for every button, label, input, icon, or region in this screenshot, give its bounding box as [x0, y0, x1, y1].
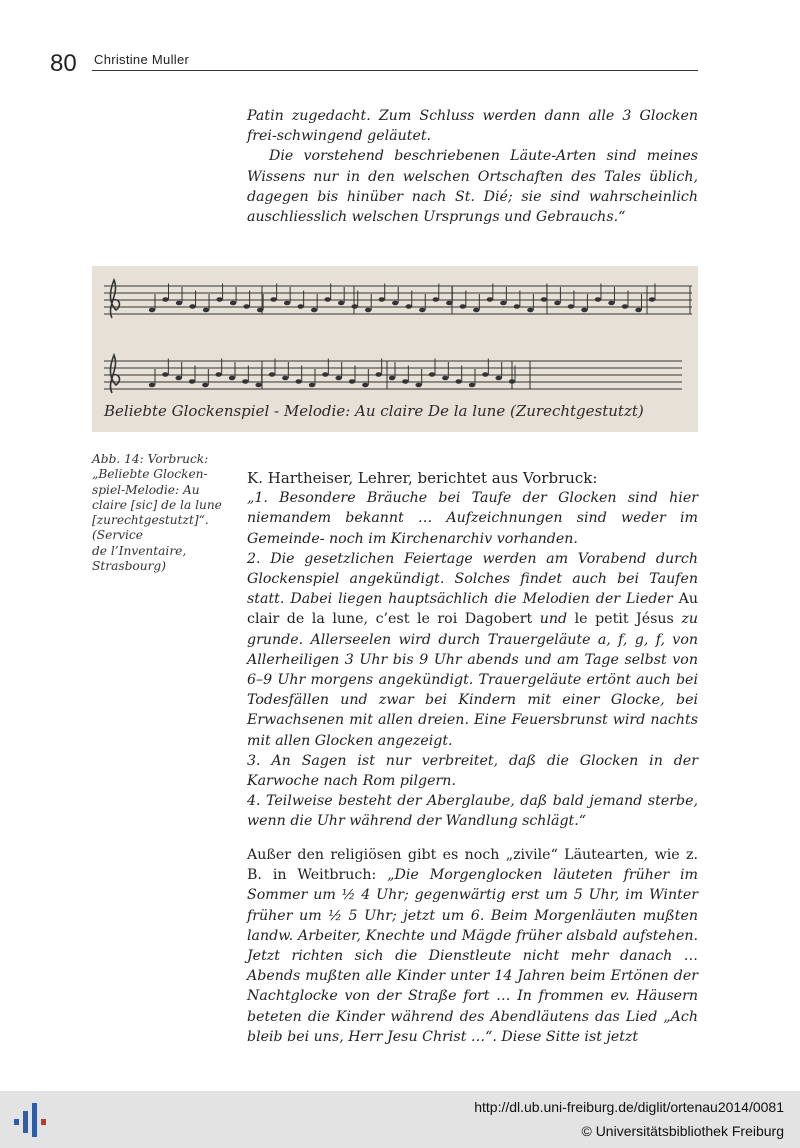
music-note [509, 379, 515, 384]
music-note [568, 304, 574, 309]
music-note [487, 297, 493, 302]
item-2-und: und [532, 611, 575, 628]
music-note [203, 308, 209, 313]
song-title-petit-jesus: le petit Jésus [574, 611, 674, 628]
music-note [242, 379, 248, 384]
music-note [282, 376, 288, 381]
music-note [338, 301, 344, 306]
music-note [189, 304, 195, 309]
top-paragraph-2: Die vorstehend beschriebenen Läute-Arten sind meines Wissens nur in den welschen Ortschaften des Tales üblich, dagegen bis hinüber nach St. Dié; sie sind wahrscheinlich auschliesslich welschen Ursprungs und Gebrauchs.“ [247, 148, 698, 226]
caption-line: „Beliebte Glocken- [92, 467, 208, 482]
footer-copyright: © Universitätsbibliothek Freiburg [581, 1123, 784, 1139]
music-note [216, 297, 222, 302]
music-note [162, 372, 168, 377]
music-note [189, 379, 195, 384]
music-note [349, 379, 355, 384]
music-note [375, 372, 381, 377]
music-note [419, 308, 425, 313]
song-title-au-clair: Au clair de la lune, c’est le roi Dagobert [247, 591, 698, 628]
music-note [460, 304, 466, 309]
music-note [324, 297, 330, 302]
music-note [527, 308, 533, 313]
music-note [295, 379, 301, 384]
music-note [554, 301, 560, 306]
music-note [362, 383, 368, 388]
figure-caption [92, 452, 222, 574]
music-note [379, 297, 385, 302]
caption-line: [zurechtgestutzt]“. [92, 513, 209, 528]
music-note [322, 372, 328, 377]
item-4: 4. Teilweise besteht der Aberglaube, daß bald jemand sterbe, wenn die Uhr während der Wandlung schlägt.“ [247, 793, 698, 830]
music-note [402, 379, 408, 384]
music-note [608, 301, 614, 306]
music-note [309, 383, 315, 388]
music-note [284, 301, 290, 306]
music-note [495, 376, 501, 381]
music-note [149, 308, 155, 313]
music-note [595, 297, 601, 302]
music-note [389, 376, 395, 381]
music-note [442, 376, 448, 381]
caption-line: spiel-Melodie: Au [92, 482, 200, 497]
music-note [473, 308, 479, 313]
music-note [149, 383, 155, 388]
item-3: 3. An Sagen ist nur verbreitet, daß die Glocken in der Karwoche nach Rom pilgern. [247, 752, 698, 790]
top-text-block [247, 106, 698, 227]
intro-line: K. Hartheiser, Lehrer, berichtet aus Vorbruck: [247, 469, 598, 487]
music-note [433, 297, 439, 302]
header-rule [92, 70, 698, 71]
music-note [429, 372, 435, 377]
caption-line: Abb. 14: Vorbruck: [92, 452, 209, 466]
music-note [469, 383, 475, 388]
item-2-text-b: zu grunde. Allerseelen wird durch Trauergeläute a, f, g, f, von Allerheiligen 3 Uhr bis 9 Uhr abends und am Tage selbst von 6–9 Uhr morgens angekündigt. Trauergeläute ertönt auch bei Todesfällen und zwar bei Kindern mit einer Glocke, bei Erwachsenen mit allen dreien. Eine Feuersbrunst wird nachts mit allen Glocken angezeigt. [247, 611, 698, 749]
music-note [162, 297, 168, 302]
music-note [622, 304, 628, 309]
music-note [500, 301, 506, 306]
music-note [581, 308, 587, 313]
item-2-text-a: 2. Die gesetzlichen Feiertage werden am Vorabend durch Glockenspiel angekündigt. Solches findet auch bei Taufen statt. Dabei liegen hauptsächlich die Melodien der Lieder [247, 550, 698, 608]
music-note [352, 304, 358, 309]
page-number: 80 [50, 50, 77, 77]
item-1: „1. Besondere Bräuche bei Taufe der Glocken sind hier niemandem bekannt … Aufzeichnungen sind weder im Gemeinde- noch im Kirchenarchiv vorhanden. [247, 490, 698, 547]
music-note [365, 308, 371, 313]
music-note [335, 376, 341, 381]
caption-line: (Service [92, 528, 143, 543]
music-note [257, 308, 263, 313]
music-note [649, 297, 655, 302]
music-note [482, 372, 488, 377]
caption-line: claire [sic] de la lune [92, 497, 222, 512]
music-note [415, 383, 421, 388]
music-note [175, 376, 181, 381]
music-note [269, 372, 275, 377]
music-note [176, 301, 182, 306]
caption-line: Strasbourg) [92, 559, 166, 574]
music-note [202, 383, 208, 388]
running-head-author: Christine Muller [94, 52, 190, 67]
library-logo-icon [10, 1099, 52, 1141]
music-note [215, 372, 221, 377]
music-note [297, 304, 303, 309]
music-note [229, 376, 235, 381]
item-2 [247, 549, 698, 751]
music-note [446, 301, 452, 306]
music-note [270, 297, 276, 302]
music-note [311, 308, 317, 313]
music-score-image [92, 266, 698, 432]
music-handwriting: Beliebte Glockenspiel - Melodie: Au claire De la lune (Zurechtgestutzt) [104, 402, 644, 420]
music-note [455, 379, 461, 384]
music-note [392, 301, 398, 306]
music-notation-drawing [92, 266, 698, 432]
music-note [230, 301, 236, 306]
caption-line: de l’Inventaire, [92, 543, 187, 558]
music-note [635, 308, 641, 313]
music-note [406, 304, 412, 309]
music-note [514, 304, 520, 309]
footer-url[interactable]: http://dl.ub.uni-freiburg.de/diglit/ortenau2014/0081 [474, 1099, 784, 1115]
bottom-text-block [247, 845, 698, 1047]
top-paragraph-1: Patin zugedacht. Zum Schluss werden dann alle 3 Glocken frei-schwingend geläutet. [247, 108, 698, 145]
footer-bar [0, 1091, 800, 1148]
main-text-block [247, 468, 698, 832]
bottom-lead: Außer den religiösen gibt es noch „zivile“ Läutearten, wie z. B. in Weitbruch: [247, 847, 698, 884]
music-note [541, 297, 547, 302]
music-note [243, 304, 249, 309]
music-note [255, 383, 261, 388]
bottom-quote: „Die Morgenglocken läuteten früher im Sommer um ½ 4 Uhr; gegenwärtig erst um 5 Uhr, im Winter früher um ½ 5 Uhr; jetzt um 6. Beim Morgenläuten mußten landw. Arbeiter, Knechte und Mägde früher alsbald aufstehen. Jetzt richten sich die Dienstleute nicht mehr danach … Abends mußten alle Kinder unter 14 Jahren beim Ertönen der Nachtglocke von der Straße fort … In frommen ev. Häusern beteten die Kinder während des Abendläutens das Lied „Ach bleib bei uns, Herr Jesu Christ …“. Diese Sitte ist jetzt [247, 867, 698, 1045]
